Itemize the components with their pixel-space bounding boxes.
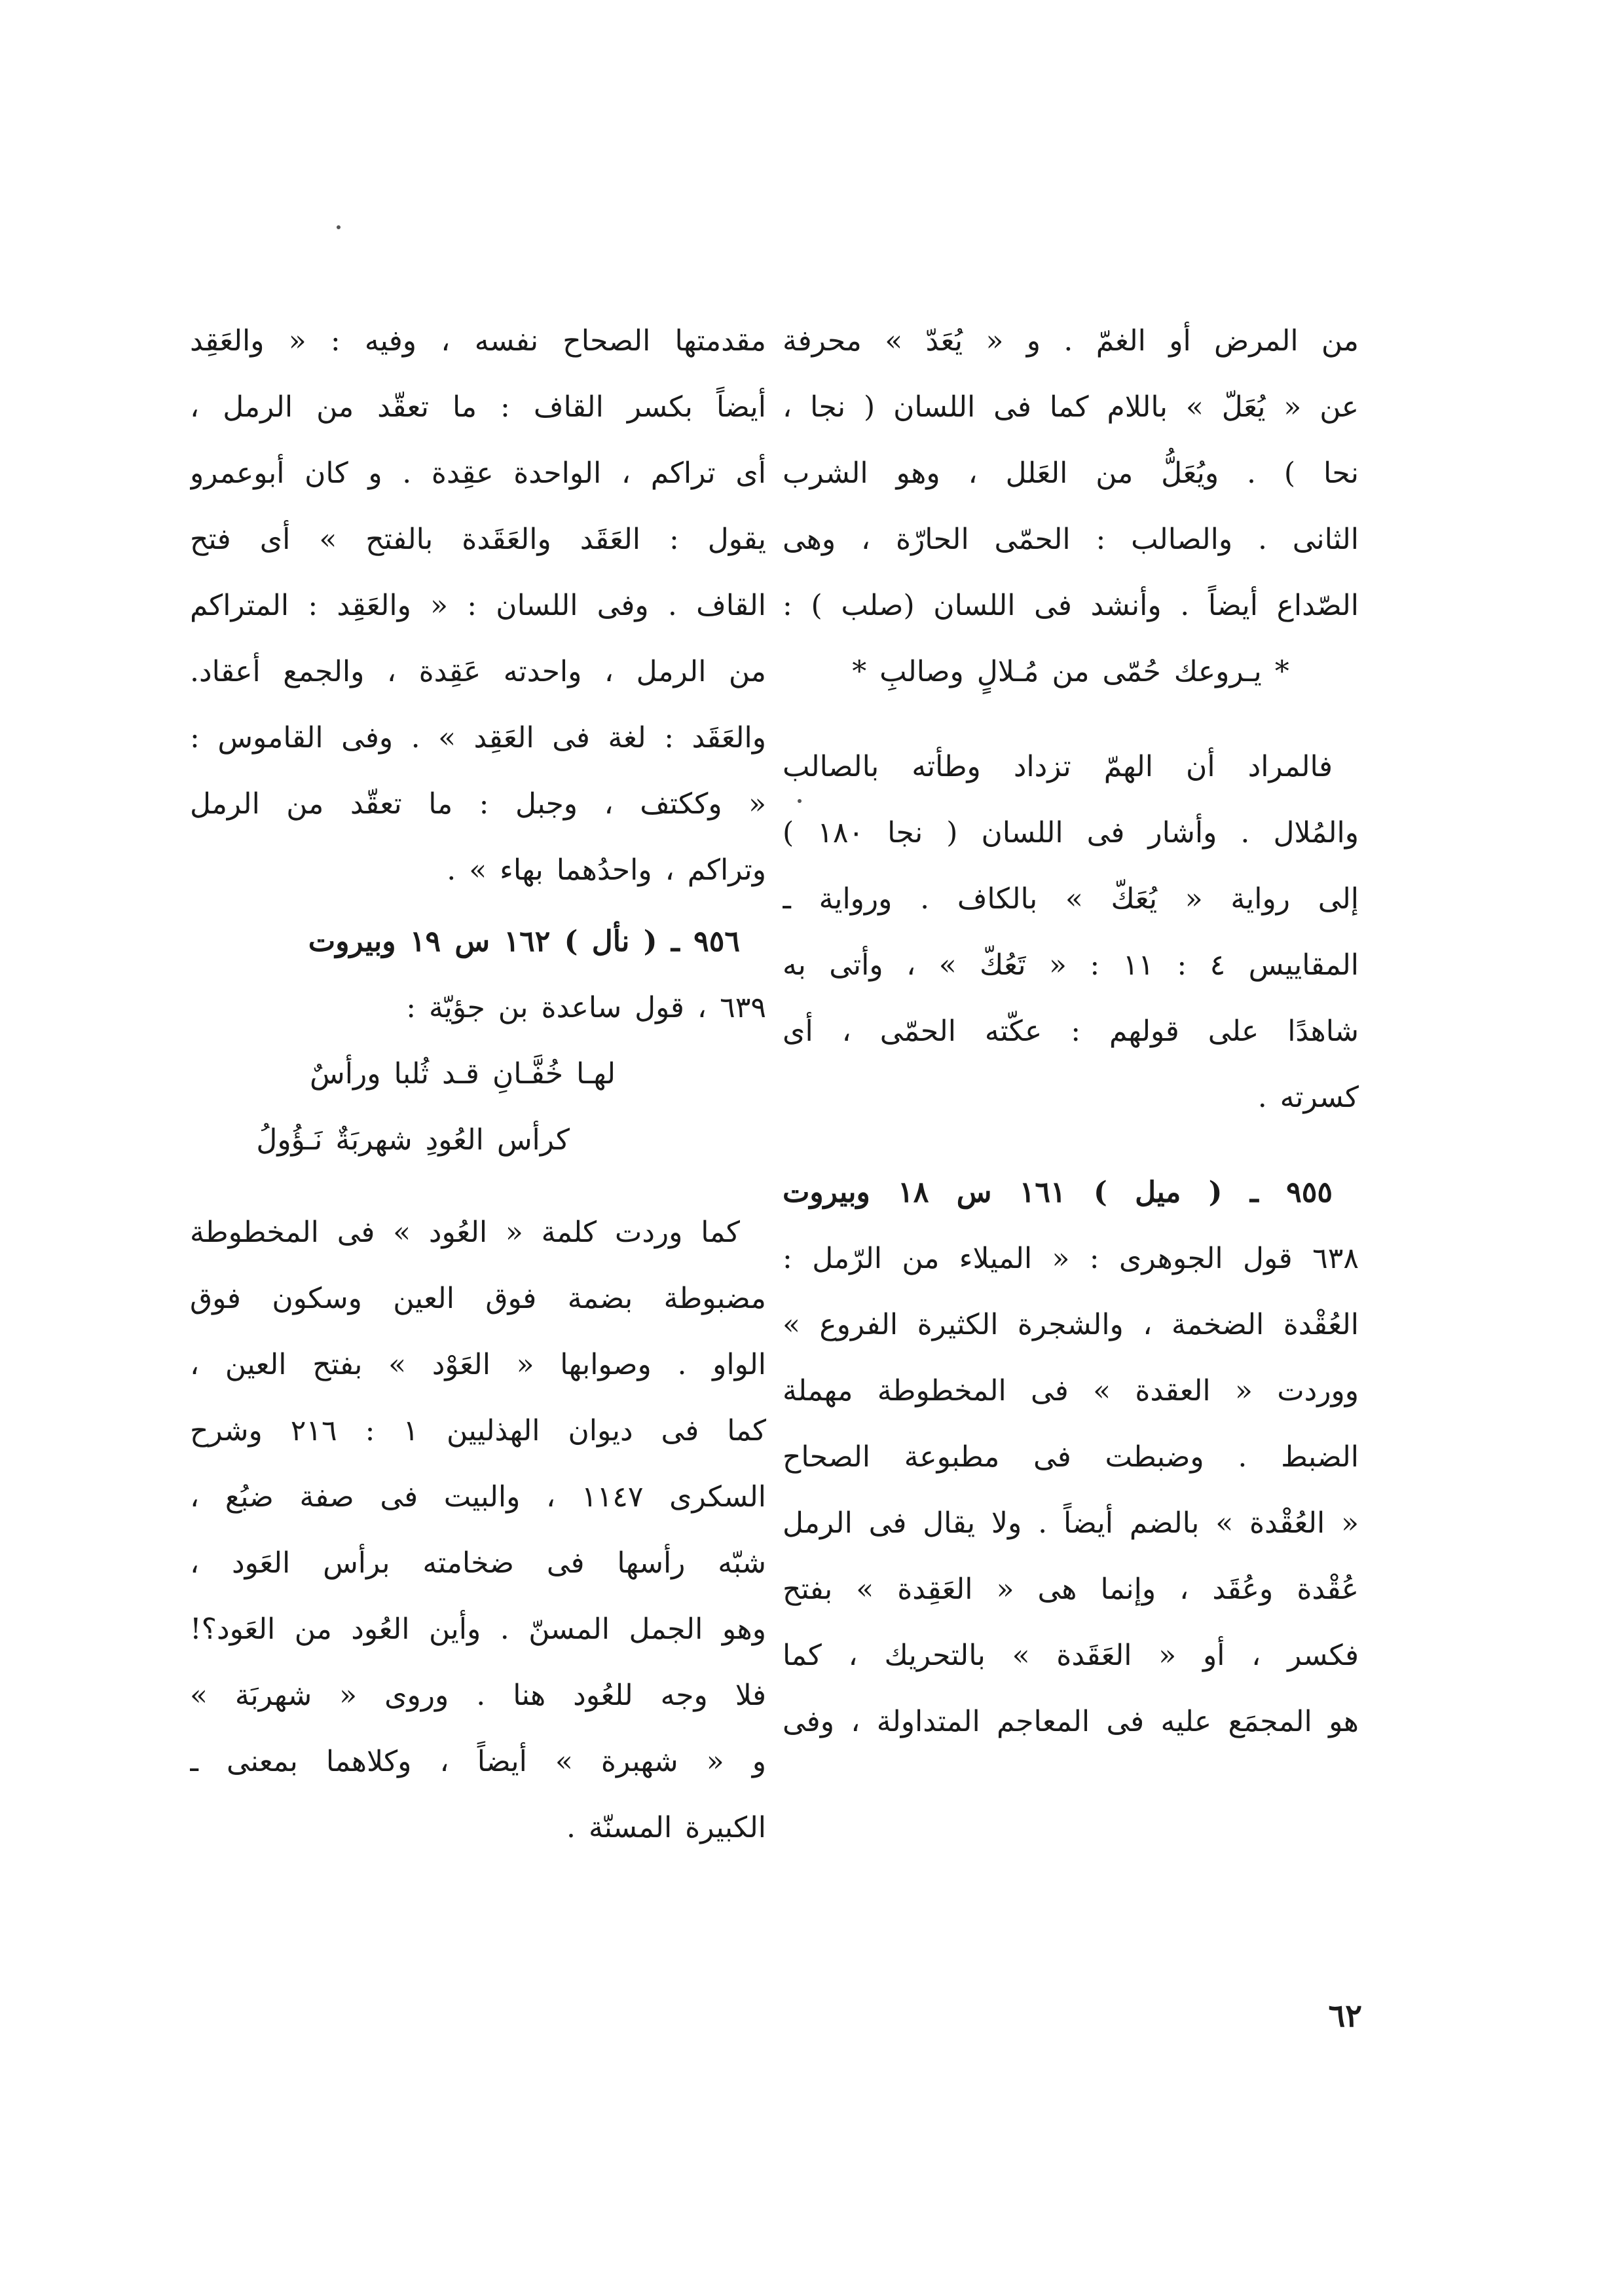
entry-heading-956: ٩٥٦ ـ ( نأل ) ١٦٢ س ١٩ وبيروت <box>308 925 740 958</box>
verse-line: * يـروعك حُمّى من مُـلالٍ وصالبِ * <box>852 655 1289 688</box>
right-paragraph-3 <box>783 1159 1359 1755</box>
text-line: فكسر ، أو « العَقَدة » بالتحريك ، كما <box>783 1639 1359 1672</box>
text-line: من المرض أو الغمّ . و « يُعَدّ » محرفة <box>783 324 1359 358</box>
poem-hemistich-first: لهـا خُفَّـانِ قـد ثُلبا ورأسٌ <box>310 1057 616 1091</box>
text-line: « وككتف ، وجبل : ما تعقّد من الرمل <box>190 787 766 821</box>
entry-heading-955: ٩٥٥ ـ ( ميل ) ١٦١ س ١٨ وبيروت <box>783 1176 1333 1209</box>
text-line: الكبيرة المسنّة . <box>566 1811 766 1844</box>
text-line: الضبط . وضبطت فى مطبوعة الصحاح <box>783 1440 1359 1474</box>
right-column <box>783 308 1359 1755</box>
text-line: شاهدًا على قولهم : عكّته الحمّى ، أى <box>783 1015 1359 1048</box>
text-line: إلى رواية « يُعَكّ » بالكاف . ورواية ـ <box>783 882 1359 916</box>
text-line: وهو الجمل المسنّ . وأين العُود من العَود؟! <box>190 1613 766 1646</box>
text-line: مضبوطة بضمة فوق العين وسكون فوق <box>190 1282 766 1315</box>
text-line: كما فى ديوان الهذليين ١ : ٢١٦ وشرح <box>190 1414 766 1447</box>
paragraph-gap <box>190 1173 766 1199</box>
left-column <box>190 308 766 1861</box>
text-line: والعَقَد : لغة فى العَقِد » . وفى القاموس : <box>190 721 766 755</box>
poem-hemistich-second: كرأس العُودِ شهربَةٌ نَـؤُولُ <box>256 1123 570 1157</box>
text-line: والمُلال . وأشار فى اللسان ( نجا ١٨٠ ) <box>783 816 1359 849</box>
text-line: عن « يُعَلّ » باللام كما فى اللسان ( نجا ، <box>783 390 1359 424</box>
text-line: الثانى . والصالب : الحمّى الحارّة ، وهى <box>783 523 1359 556</box>
paragraph-gap <box>783 705 1359 734</box>
text-line: كسرته . <box>1257 1081 1359 1114</box>
text-line: السكرى ١١٤٧ ، والبيت فى صفة ضبُع ، <box>190 1480 766 1514</box>
text-line: المقاييس ٤ : ١١ : « تَعُكّ » ، وأتى به <box>783 948 1359 982</box>
left-paragraph-1 <box>190 308 766 903</box>
text-line: أى تراكم ، الواحدة عقِدة . و كان أبوعمرو <box>190 457 766 490</box>
right-paragraph-1 <box>783 308 1359 705</box>
text-line: الواو . وصوابها « العَوْد » بفتح العين ، <box>190 1348 766 1381</box>
text-line: وتراكم ، واحدُهما بهاء » . <box>447 853 766 887</box>
text-line: مقدمتها الصحاح نفسه ، وفيه : « والعَقِد <box>190 324 766 358</box>
text-line: شبّه رأسها فى ضخامته برأس العَود ، <box>190 1546 766 1580</box>
text-line: ٦٣٩ ، قول ساعدة بن جؤيّة : <box>406 991 766 1024</box>
text-line: فالمراد أن الهمّ تزداد وطأته بالصالب <box>783 750 1333 783</box>
text-line: « العُقْدة » بالضم أيضاً . ولا يقال فى الرمل <box>783 1506 1359 1540</box>
poem-verse <box>190 1041 766 1173</box>
paragraph-gap <box>783 1130 1359 1159</box>
text-line: يقول : العَقَد والعَقَدة بالفتح » أى فتح <box>190 523 766 556</box>
paragraph-gap <box>190 903 766 908</box>
text-line: القاف . وفى اللسان : « والعَقِد : المتراكم <box>190 589 766 622</box>
text-line: ووردت « العقدة » فى المخطوطة مهملة <box>783 1374 1359 1408</box>
right-paragraph-2 <box>783 734 1359 1130</box>
left-paragraph-3 <box>190 1199 766 1861</box>
text-line: ٦٣٨ قول الجوهرى : « الميلاء من الرّمل : <box>783 1242 1359 1275</box>
text-line: و « شهبرة » أيضاً ، وكلاهما بمعنى ـ <box>190 1745 766 1778</box>
text-line: هو المجمَع عليه فى المعاجم المتداولة ، وفى <box>783 1705 1359 1738</box>
text-line: كما وردت كلمة « العُود » فى المخطوطة <box>190 1216 740 1249</box>
page-number: ٦٢ <box>1328 1998 1362 2034</box>
text-line: فلا وجه للعُود هنا . وروى « شهربَة » <box>190 1679 766 1712</box>
text-line: عُقْدة وعُقَد ، وإنما هى « العَقِدة » بفتح <box>783 1573 1359 1606</box>
ink-speck <box>337 225 341 229</box>
text-line: نحا ) . ويُعَلُّ من العَلل ، وهو الشرب <box>783 457 1359 490</box>
text-line: أيضاً بكسر القاف : ما تعقّد من الرمل ، <box>190 390 766 424</box>
text-line: العُقْدة الضخمة ، والشجرة الكثيرة الفروع » <box>783 1308 1359 1341</box>
left-paragraph-2 <box>190 908 766 1041</box>
text-line: الصّداع أيضاً . وأنشد فى اللسان (صلب ) : <box>783 589 1359 622</box>
text-line: من الرمل ، واحدته عَقِدة ، والجمع أعقاد. <box>190 655 766 688</box>
